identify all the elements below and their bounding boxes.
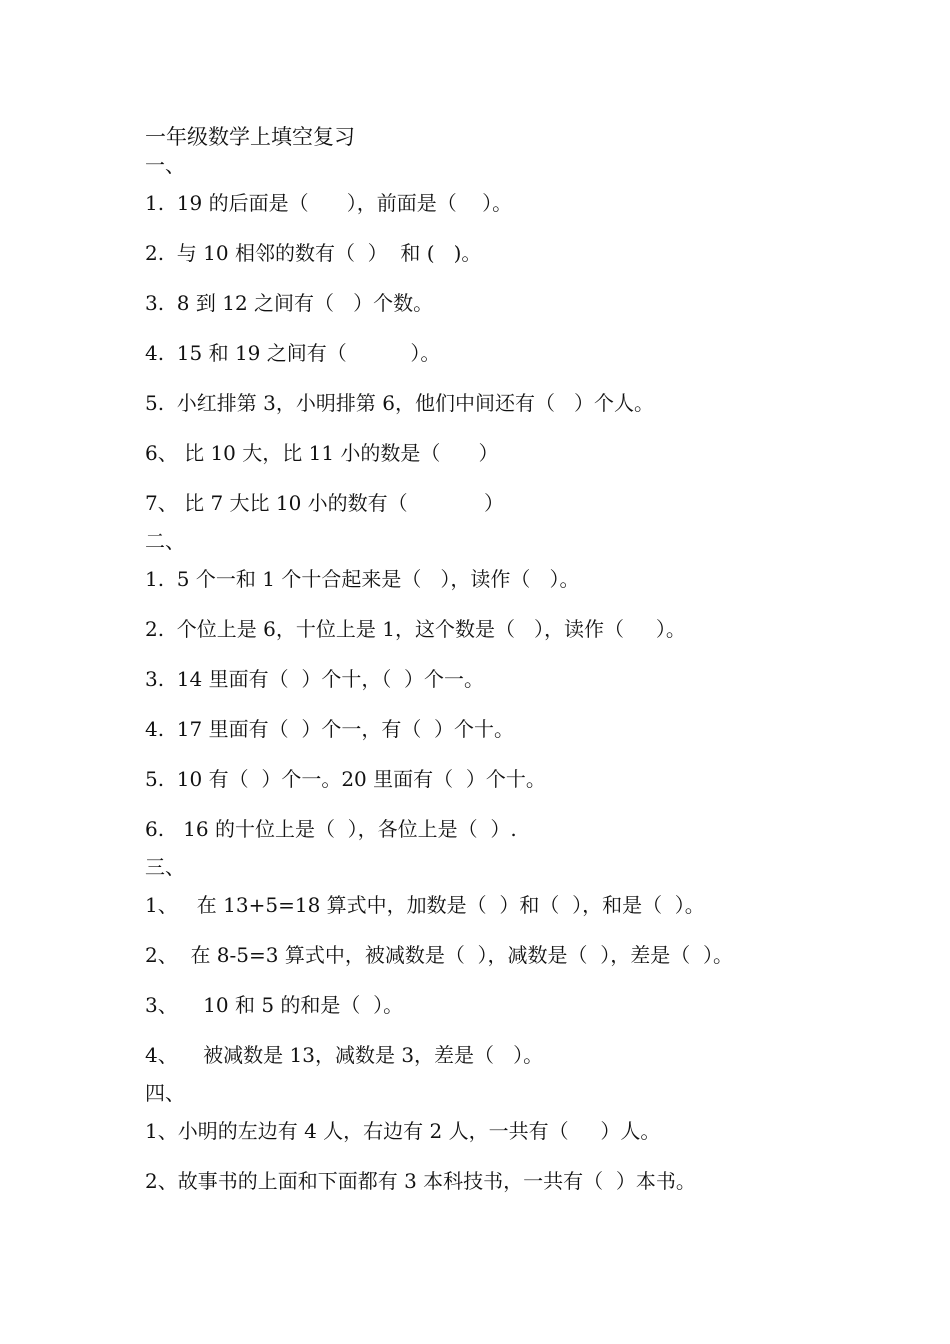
question-item: 4. 15 和 19 之间有（ ）。 (145, 341, 441, 365)
question-item: 1、小明的左边有 4 人，右边有 2 人，一共有（ ）人。 (145, 1119, 661, 1143)
question-item: 4、 被减数是 13，减数是 3，差是（ ）。 (145, 1043, 544, 1067)
question-item: 1、 在 13+5=18 算式中，加数是（ ）和（ ），和是（ ）。 (145, 893, 705, 917)
question-list (145, 880, 905, 1080)
question-list (145, 554, 905, 854)
section-heading: 四、 (145, 1081, 185, 1105)
question-item: 6. 16 的十位上是（ ），各位上是（ ）. (145, 817, 517, 841)
question-item: 2、 在 8-5=3 算式中，被减数是（ ），减数是（ ），差是（ ）。 (145, 943, 733, 967)
section-heading: 三、 (145, 855, 185, 879)
question-item: 2. 个位上是 6，十位上是 1，这个数是（ ），读作（ ）。 (145, 617, 686, 641)
question-item: 7、 比 7 大比 10 小的数有（ ） (145, 491, 504, 515)
question-item: 4. 17 里面有（ ）个一，有（ ）个十。 (145, 717, 515, 741)
question-item: 5. 小红排第 3，小明排第 6，他们中间还有（ ）个人。 (145, 391, 655, 415)
question-item: 1. 5 个一和 1 个十合起来是（ ），读作（ ）。 (145, 567, 580, 591)
question-item: 5. 10 有（ ）个一。20 里面有（ ）个十。 (145, 767, 546, 791)
section-heading: 一、 (145, 153, 185, 177)
section-heading: 二、 (145, 529, 185, 553)
question-list (145, 178, 905, 528)
question-item: 1. 19 的后面是（ ），前面是（ ）。 (145, 191, 513, 215)
sections-container (145, 152, 905, 1206)
question-item: 6、 比 10 大，比 11 小的数是（ ） (145, 441, 499, 465)
worksheet-page (145, 122, 905, 1206)
question-list (145, 1106, 905, 1206)
page-title: 一年级数学上填空复习 (145, 125, 355, 149)
question-item: 3. 8 到 12 之间有（ ）个数。 (145, 291, 434, 315)
question-item: 3. 14 里面有（ ）个十，（ ）个一。 (145, 667, 485, 691)
question-item: 2、故事书的上面和下面都有 3 本科技书，一共有（ ）本书。 (145, 1169, 696, 1193)
question-item: 2. 与 10 相邻的数有（ ） 和 ( )。 (145, 241, 482, 265)
question-item: 3、 10 和 5 的和是（ ）。 (145, 993, 404, 1017)
